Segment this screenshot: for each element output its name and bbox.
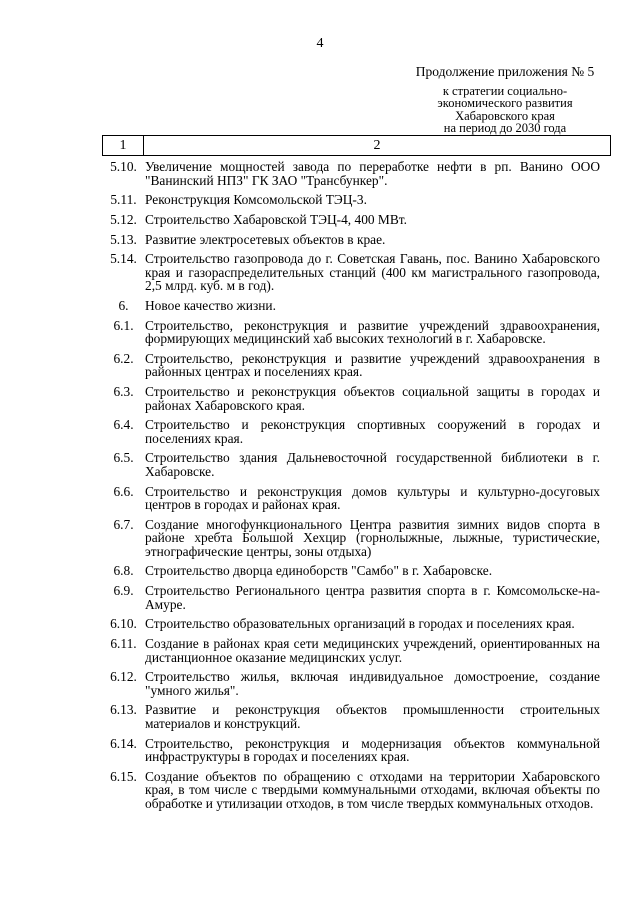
appendix-line: к стратегии социально- bbox=[442, 83, 568, 98]
item-text: Строительство, реконструкция и развитие учреждений здравоохранения, формирующих медицинский хаб высоких технологий в г. Хабаровске. bbox=[145, 317, 600, 347]
item-text: Строительство здания Дальневосточной государственной библиотеки в г. Хабаровске. bbox=[145, 450, 600, 479]
item-text: Строительство и реконструкция спортивных сооружений в городах и поселениях края. bbox=[145, 417, 600, 446]
list-item bbox=[102, 193, 609, 207]
item-number: 6.4. bbox=[113, 417, 134, 433]
item-number: 6. bbox=[118, 297, 129, 313]
item-text: Строительство жилья, включая индивидуальное домостроение, создание "умного жилья". bbox=[145, 669, 600, 698]
appendix-note bbox=[405, 66, 605, 135]
item-number: 6.1. bbox=[113, 317, 134, 333]
item-number: 6.6. bbox=[113, 483, 134, 499]
list-item bbox=[102, 418, 609, 445]
item-text: Строительство Хабаровской ТЭЦ-4, 400 МВт. bbox=[145, 211, 407, 227]
item-text: Развитие и реконструкция объектов промышленности строительных материалов и конструкций. bbox=[145, 702, 600, 731]
item-text: Строительство, реконструкция и развитие учреждений здравоохранения в районных центрах и поселениях края. bbox=[145, 350, 600, 380]
list-item bbox=[102, 352, 609, 379]
items-list bbox=[102, 160, 609, 816]
item-number: 5.10. bbox=[110, 159, 137, 174]
item-number: 6.14. bbox=[110, 735, 137, 751]
list-item bbox=[102, 617, 609, 631]
item-text: Новое качество жизни. bbox=[145, 297, 276, 313]
item-text: Создание многофункционального Центра развития зимних видов спорта в районе хребта Большой Хехцир (горнолыжные, лыжные, туристические, этнографические центры, зоны отдыха) bbox=[145, 516, 600, 559]
item-text: Реконструкция Комсомольской ТЭЦ-3. bbox=[145, 192, 367, 208]
item-number: 6.15. bbox=[110, 768, 137, 784]
list-item bbox=[102, 564, 609, 578]
list-item bbox=[102, 233, 609, 247]
item-number: 6.13. bbox=[110, 702, 137, 718]
item-text: Увеличение мощностей завода по переработке нефти в рп. Ванино ООО "Ванинский НПЗ" ГК ЗАО "Трансбункер". bbox=[145, 159, 600, 188]
list-item bbox=[102, 584, 609, 611]
appendix-line: Хабаровского края bbox=[455, 108, 555, 123]
list-item bbox=[102, 770, 609, 811]
list-item bbox=[102, 670, 609, 697]
item-number: 6.10. bbox=[110, 616, 137, 632]
item-text: Строительство и реконструкция домов культуры и культурно-досуговых центров в городах и районах края. bbox=[145, 483, 600, 513]
item-number: 6.12. bbox=[110, 669, 137, 685]
list-item bbox=[102, 299, 609, 313]
item-number: 6.11. bbox=[110, 636, 137, 651]
page-number: 4 bbox=[316, 36, 324, 51]
item-number: 6.5. bbox=[113, 450, 134, 466]
list-item bbox=[102, 637, 609, 664]
list-item bbox=[102, 737, 609, 764]
appendix-title: Продолжение приложения № 5 bbox=[415, 64, 595, 79]
list-item bbox=[102, 451, 609, 478]
item-text: Создание в районах края сети медицинских учреждений, ориентированных на дистанционное оказание медицинских услуг. bbox=[145, 636, 600, 665]
list-item bbox=[102, 213, 609, 227]
item-number: 6.8. bbox=[113, 563, 134, 579]
item-number: 6.2. bbox=[113, 350, 134, 366]
list-item bbox=[102, 385, 609, 412]
item-number: 5.11. bbox=[110, 192, 137, 208]
item-number: 6.9. bbox=[113, 583, 134, 599]
list-item bbox=[102, 485, 609, 512]
item-text: Строительство образовательных организаций в городах и поселениях края. bbox=[145, 616, 575, 632]
item-number: 5.12. bbox=[110, 211, 137, 227]
item-text: Развитие электросетевых объектов в крае. bbox=[145, 231, 386, 247]
item-text: Строительство, реконструкция и модернизация объектов коммунальной инфраструктуры в городах и поселениях края. bbox=[145, 735, 600, 765]
appendix-line: экономического развития bbox=[437, 96, 573, 110]
item-text: Строительство газопровода до г. Советская Гавань, пос. Ванино Хабаровского края и газораспределительных станций (400 км магистрального газопровода, 2,5 млрд. куб. м в год). bbox=[145, 251, 600, 294]
header-col-1: 1 bbox=[103, 136, 144, 155]
list-item bbox=[102, 160, 609, 187]
list-item bbox=[102, 703, 609, 730]
item-text: Создание объектов по обращению с отходами на территории Хабаровского края, в том числе с твердыми коммунальными отходами, включая объекты по обработке и утилизации отходов, в том числе твердых коммунальных отходов. bbox=[145, 768, 600, 811]
appendix-line: на период до 2030 года bbox=[443, 121, 567, 135]
item-text: Строительство Регионального центра развития спорта в г. Комсомольске-на-Амуре. bbox=[145, 583, 600, 612]
list-item bbox=[102, 319, 609, 346]
item-number: 5.14. bbox=[110, 251, 137, 267]
item-number: 5.13. bbox=[110, 231, 137, 247]
item-text: Строительство дворца единоборств "Самбо" в г. Хабаровске. bbox=[145, 563, 493, 579]
list-item bbox=[102, 518, 609, 559]
table-header bbox=[102, 135, 611, 156]
item-number: 6.7. bbox=[113, 516, 134, 532]
item-text: Строительство и реконструкция объектов социальной защиты в городах и районах Хабаровского края. bbox=[145, 384, 600, 413]
item-number: 6.3. bbox=[113, 384, 134, 399]
list-item bbox=[102, 252, 609, 293]
header-col-2: 2 bbox=[373, 138, 381, 153]
